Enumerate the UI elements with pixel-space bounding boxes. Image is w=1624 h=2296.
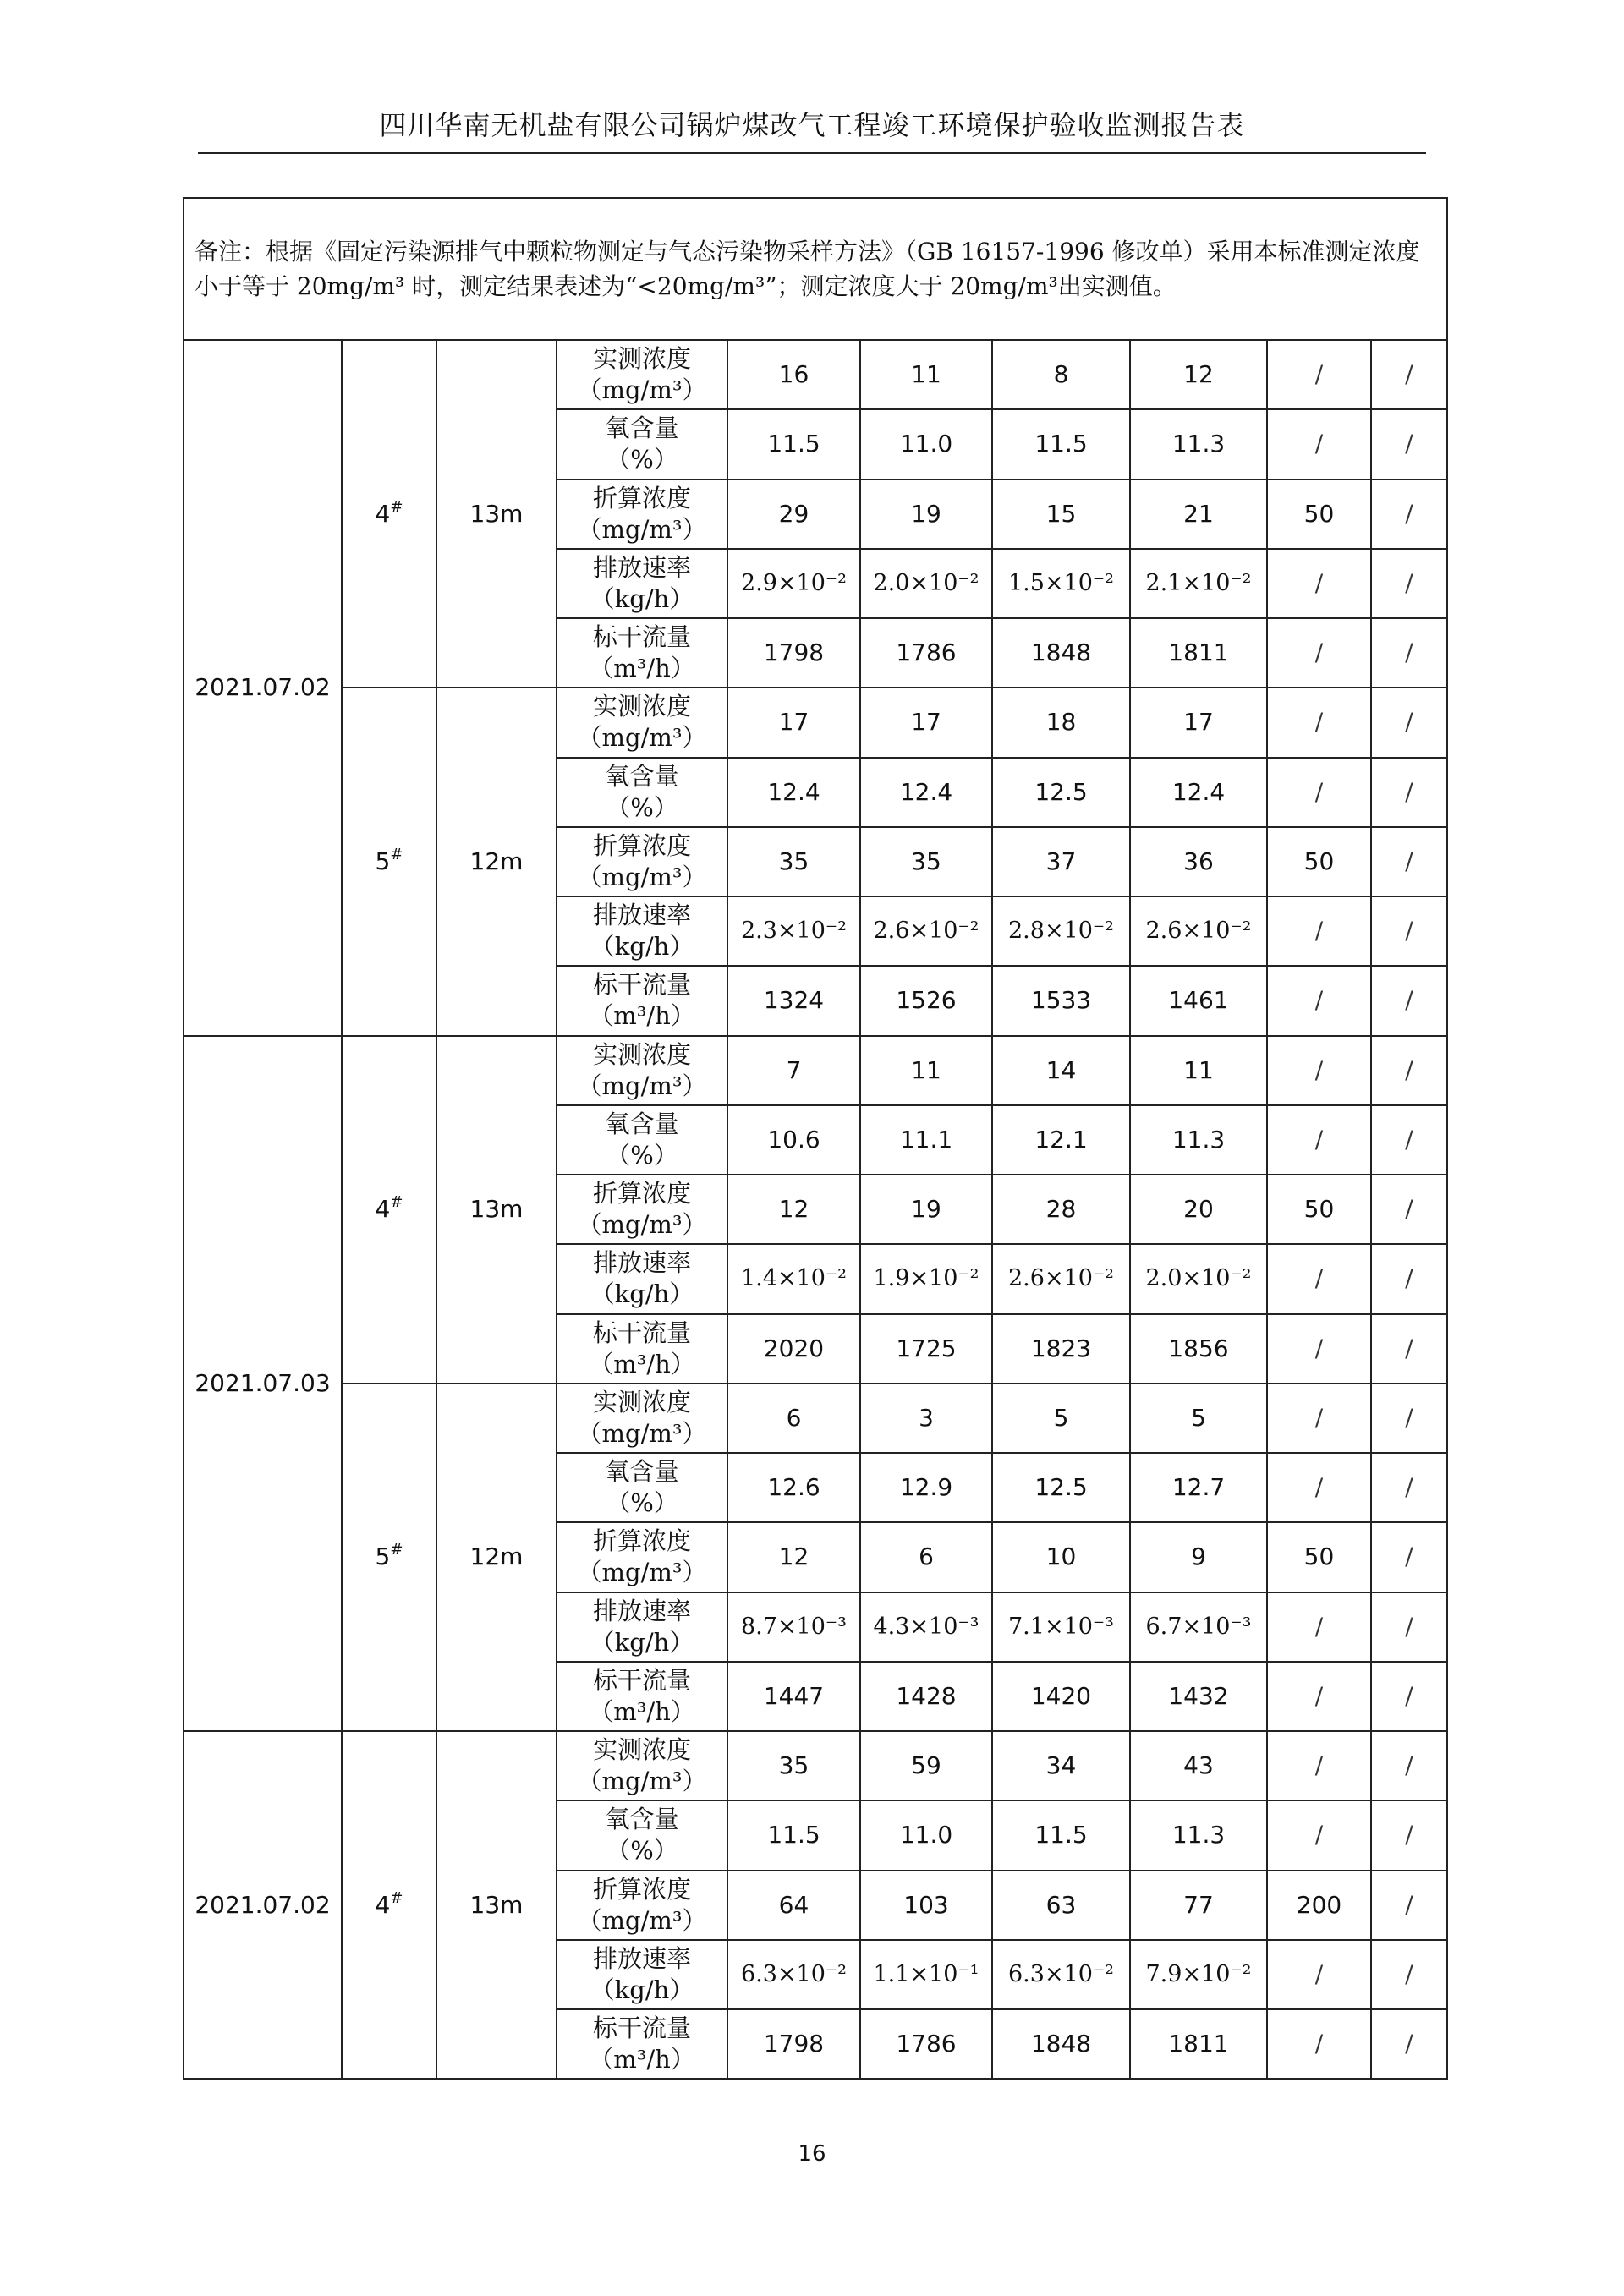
value-cell: 11.3 xyxy=(1130,1105,1267,1175)
table-row xyxy=(184,688,1447,757)
value-cell: 11.3 xyxy=(1130,409,1267,479)
param-unit: （mg/m³） xyxy=(577,1905,707,1935)
param-unit: （mg/m³） xyxy=(577,1210,707,1240)
value-cell: 2020 xyxy=(727,1314,860,1384)
limit-cell: / xyxy=(1267,1731,1371,1800)
value-cell: 28 xyxy=(992,1175,1130,1244)
limit-cell: / xyxy=(1267,1244,1371,1313)
value-cell: 1526 xyxy=(860,966,992,1035)
param-label-cell xyxy=(557,1592,727,1662)
result-cell: / xyxy=(1371,409,1447,479)
result-cell: / xyxy=(1371,1244,1447,1313)
param-unit: （kg/h） xyxy=(590,1975,694,2004)
value-cell: 17 xyxy=(1130,688,1267,757)
value-cell: 11.5 xyxy=(727,1800,860,1870)
limit-cell: 50 xyxy=(1267,1522,1371,1592)
value-cell: 16 xyxy=(727,340,860,409)
limit-cell: 50 xyxy=(1267,827,1371,896)
value-cell: 1447 xyxy=(727,1662,860,1731)
param-unit: （m³/h） xyxy=(589,1696,695,1726)
table-row xyxy=(184,1384,1447,1453)
param-name: 排放速率 xyxy=(592,1248,691,1278)
result-cell: / xyxy=(1371,1105,1447,1175)
limit-cell: / xyxy=(1267,1105,1371,1175)
param-name: 排放速率 xyxy=(592,1943,691,1973)
value-cell: 34 xyxy=(992,1731,1130,1800)
value-cell: 14 xyxy=(992,1036,1130,1105)
limit-cell: / xyxy=(1267,1662,1371,1731)
value-cell: 2.9×10⁻² xyxy=(727,549,860,618)
value-cell: 3 xyxy=(860,1384,992,1453)
param-label-cell xyxy=(557,479,727,549)
value-cell: 1798 xyxy=(727,2009,860,2079)
value-cell: 7.9×10⁻² xyxy=(1130,1940,1267,2009)
param-name: 标干流量 xyxy=(592,2014,691,2043)
result-cell: / xyxy=(1371,688,1447,757)
height-cell: 12m xyxy=(436,688,557,1035)
param-name: 氧含量 xyxy=(605,414,679,443)
value-cell: 12.7 xyxy=(1130,1453,1267,1522)
param-label-cell xyxy=(557,1522,727,1592)
value-cell: 1786 xyxy=(860,2009,992,2079)
value-cell: 5 xyxy=(992,1384,1130,1453)
limit-cell: / xyxy=(1267,618,1371,688)
value-cell: 35 xyxy=(727,1731,860,1800)
param-unit: （kg/h） xyxy=(590,584,694,613)
date-cell: 2021.07.03 xyxy=(184,1036,342,1732)
outlet-cell: 4# xyxy=(342,340,436,688)
date-cell: 2021.07.02 xyxy=(184,340,342,1036)
value-cell: 6 xyxy=(727,1384,860,1453)
value-cell: 8.7×10⁻³ xyxy=(727,1592,860,1662)
limit-cell: / xyxy=(1267,1036,1371,1105)
limit-cell: / xyxy=(1267,409,1371,479)
value-cell: 103 xyxy=(860,1871,992,1940)
outlet-cell: 5# xyxy=(342,688,436,1035)
limit-cell: / xyxy=(1267,896,1371,966)
height-cell: 13m xyxy=(436,1731,557,2079)
note-row xyxy=(184,198,1447,340)
result-cell: / xyxy=(1371,1940,1447,2009)
limit-cell: / xyxy=(1267,688,1371,757)
param-label-cell xyxy=(557,827,727,896)
param-name: 氧含量 xyxy=(605,1109,679,1138)
param-label-cell xyxy=(557,1244,727,1313)
value-cell: 1461 xyxy=(1130,966,1267,1035)
result-cell: / xyxy=(1371,618,1447,688)
outlet-cell: 5# xyxy=(342,1384,436,1731)
param-name: 实测浓度 xyxy=(592,344,691,374)
result-cell: / xyxy=(1371,1036,1447,1105)
value-cell: 1.1×10⁻¹ xyxy=(860,1940,992,2009)
value-cell: 1848 xyxy=(992,618,1130,688)
value-cell: 29 xyxy=(727,479,860,549)
value-cell: 1428 xyxy=(860,1662,992,1731)
value-cell: 63 xyxy=(992,1871,1130,1940)
value-cell: 1.5×10⁻² xyxy=(992,549,1130,618)
param-unit: （m³/h） xyxy=(589,2045,695,2074)
value-cell: 5 xyxy=(1130,1384,1267,1453)
value-cell: 2.0×10⁻² xyxy=(860,549,992,618)
param-label-cell xyxy=(557,1314,727,1384)
param-unit: （m³/h） xyxy=(589,1349,695,1378)
value-cell: 2.6×10⁻² xyxy=(992,1244,1130,1313)
value-cell: 11 xyxy=(860,1036,992,1105)
param-unit: （%） xyxy=(606,1140,678,1170)
value-cell: 1811 xyxy=(1130,2009,1267,2079)
param-label-cell xyxy=(557,549,727,618)
value-cell: 18 xyxy=(992,688,1130,757)
date-cell: 2021.07.02 xyxy=(184,1731,342,2079)
param-unit: （mg/m³） xyxy=(577,723,707,753)
value-cell: 64 xyxy=(727,1871,860,1940)
value-cell: 1823 xyxy=(992,1314,1130,1384)
limit-cell: / xyxy=(1267,1800,1371,1870)
value-cell: 12.1 xyxy=(992,1105,1130,1175)
value-cell: 12 xyxy=(1130,340,1267,409)
table-row xyxy=(184,1731,1447,1800)
param-unit: （mg/m³） xyxy=(577,862,707,891)
param-unit: （mg/m³） xyxy=(577,1071,707,1100)
value-cell: 2.6×10⁻² xyxy=(860,896,992,966)
param-label-cell xyxy=(557,1940,727,2009)
result-cell: / xyxy=(1371,966,1447,1035)
header-divider xyxy=(198,152,1426,154)
limit-cell: 50 xyxy=(1267,479,1371,549)
value-cell: 12.4 xyxy=(860,758,992,827)
param-label-cell xyxy=(557,966,727,1035)
param-unit: （%） xyxy=(606,445,678,474)
value-cell: 6 xyxy=(860,1522,992,1592)
limit-cell: / xyxy=(1267,1592,1371,1662)
table-row xyxy=(184,340,1447,409)
result-cell: / xyxy=(1371,1522,1447,1592)
result-cell: / xyxy=(1371,1731,1447,1800)
value-cell: 6.3×10⁻² xyxy=(727,1940,860,2009)
result-cell: / xyxy=(1371,1592,1447,1662)
value-cell: 12.6 xyxy=(727,1453,860,1522)
value-cell: 1.4×10⁻² xyxy=(727,1244,860,1313)
value-cell: 12.5 xyxy=(992,1453,1130,1522)
value-cell: 7.1×10⁻³ xyxy=(992,1592,1130,1662)
value-cell: 12.4 xyxy=(1130,758,1267,827)
param-label-cell xyxy=(557,1036,727,1105)
value-cell: 11.1 xyxy=(860,1105,992,1175)
param-unit: （mg/m³） xyxy=(577,1418,707,1448)
result-cell: / xyxy=(1371,896,1447,966)
outlet-cell: 4# xyxy=(342,1731,436,2079)
param-unit: （mg/m³） xyxy=(577,1767,707,1796)
param-label-cell xyxy=(557,409,727,479)
limit-cell: / xyxy=(1267,1314,1371,1384)
table-row xyxy=(184,1036,1447,1105)
param-label-cell xyxy=(557,618,727,688)
param-label-cell xyxy=(557,1662,727,1731)
value-cell: 1324 xyxy=(727,966,860,1035)
param-unit: （mg/m³） xyxy=(577,1558,707,1587)
outlet-cell: 4# xyxy=(342,1036,436,1384)
height-cell: 12m xyxy=(436,1384,557,1731)
value-cell: 11.0 xyxy=(860,409,992,479)
value-cell: 1811 xyxy=(1130,618,1267,688)
param-name: 实测浓度 xyxy=(592,1387,691,1417)
result-cell: / xyxy=(1371,1314,1447,1384)
value-cell: 1856 xyxy=(1130,1314,1267,1384)
value-cell: 12 xyxy=(727,1175,860,1244)
value-cell: 11.5 xyxy=(992,1800,1130,1870)
value-cell: 1786 xyxy=(860,618,992,688)
value-cell: 77 xyxy=(1130,1871,1267,1940)
param-label-cell xyxy=(557,758,727,827)
value-cell: 1432 xyxy=(1130,1662,1267,1731)
monitoring-results-table xyxy=(183,197,1448,2080)
note-text: 备注：根据《固定污染源排气中颗粒物测定与气态污染物采样方法》（GB 16157-1996 修改单）采用本标准测定浓度小于等于 20mg/m³ 时，测定结果表述为“<20mg/m³”；测定浓度大于 20mg/m³出实测值。 xyxy=(184,198,1447,340)
value-cell: 11.3 xyxy=(1130,1800,1267,1870)
value-cell: 1725 xyxy=(860,1314,992,1384)
param-unit: （%） xyxy=(606,1488,678,1518)
value-cell: 43 xyxy=(1130,1731,1267,1800)
page-number: 16 xyxy=(798,2141,826,2167)
param-label-cell xyxy=(557,1105,727,1175)
value-cell: 11.0 xyxy=(860,1800,992,1870)
value-cell: 1533 xyxy=(992,966,1130,1035)
limit-cell: / xyxy=(1267,340,1371,409)
param-name: 氧含量 xyxy=(605,1805,679,1834)
param-name: 排放速率 xyxy=(592,1596,691,1625)
value-cell: 59 xyxy=(860,1731,992,1800)
param-label-cell xyxy=(557,2009,727,2079)
param-name: 折算浓度 xyxy=(592,483,691,512)
result-cell: / xyxy=(1371,1175,1447,1244)
value-cell: 6.7×10⁻³ xyxy=(1130,1592,1267,1662)
limit-cell: / xyxy=(1267,549,1371,618)
param-name: 折算浓度 xyxy=(592,1179,691,1208)
value-cell: 12 xyxy=(727,1522,860,1592)
param-label-cell xyxy=(557,1175,727,1244)
height-cell: 13m xyxy=(436,1036,557,1384)
value-cell: 35 xyxy=(860,827,992,896)
value-cell: 4.3×10⁻³ xyxy=(860,1592,992,1662)
param-label-cell xyxy=(557,340,727,409)
result-cell: / xyxy=(1371,758,1447,827)
value-cell: 2.0×10⁻² xyxy=(1130,1244,1267,1313)
param-unit: （kg/h） xyxy=(590,1627,694,1657)
value-cell: 17 xyxy=(860,688,992,757)
param-label-cell xyxy=(557,1453,727,1522)
result-cell: / xyxy=(1371,2009,1447,2079)
value-cell: 11.5 xyxy=(727,409,860,479)
limit-cell: / xyxy=(1267,966,1371,1035)
value-cell: 19 xyxy=(860,479,992,549)
param-name: 实测浓度 xyxy=(592,1735,691,1765)
value-cell: 15 xyxy=(992,479,1130,549)
param-label-cell xyxy=(557,1800,727,1870)
limit-cell: / xyxy=(1267,758,1371,827)
result-cell: / xyxy=(1371,1871,1447,1940)
value-cell: 9 xyxy=(1130,1522,1267,1592)
param-name: 氧含量 xyxy=(605,1457,679,1487)
value-cell: 12.4 xyxy=(727,758,860,827)
result-cell: / xyxy=(1371,1662,1447,1731)
param-unit: （mg/m³） xyxy=(577,514,707,544)
limit-cell: / xyxy=(1267,2009,1371,2079)
value-cell: 1.9×10⁻² xyxy=(860,1244,992,1313)
param-unit: （%） xyxy=(606,1836,678,1866)
value-cell: 20 xyxy=(1130,1175,1267,1244)
param-name: 排放速率 xyxy=(592,552,691,582)
param-label-cell xyxy=(557,1871,727,1940)
value-cell: 8 xyxy=(992,340,1130,409)
limit-cell: / xyxy=(1267,1453,1371,1522)
param-label-cell xyxy=(557,1731,727,1800)
param-unit: （mg/m³） xyxy=(577,375,707,405)
param-label-cell xyxy=(557,896,727,966)
param-unit: （kg/h） xyxy=(590,932,694,962)
result-cell: / xyxy=(1371,479,1447,549)
value-cell: 11 xyxy=(860,340,992,409)
value-cell: 7 xyxy=(727,1036,860,1105)
param-name: 标干流量 xyxy=(592,622,691,652)
value-cell: 1848 xyxy=(992,2009,1130,2079)
height-cell: 13m xyxy=(436,340,557,688)
param-name: 排放速率 xyxy=(592,901,691,930)
param-name: 标干流量 xyxy=(592,1318,691,1347)
param-unit: （kg/h） xyxy=(590,1280,694,1309)
param-unit: （%） xyxy=(606,792,678,822)
value-cell: 36 xyxy=(1130,827,1267,896)
param-unit: （m³/h） xyxy=(589,654,695,683)
param-name: 折算浓度 xyxy=(592,1526,691,1556)
param-name: 折算浓度 xyxy=(592,1874,691,1904)
page-header-title: 四川华南无机盐有限公司锅炉煤改气工程竣工环境保护验收监测报告表 xyxy=(379,109,1245,141)
value-cell: 6.3×10⁻² xyxy=(992,1940,1130,2009)
value-cell: 1798 xyxy=(727,618,860,688)
limit-cell: / xyxy=(1267,1940,1371,2009)
result-cell: / xyxy=(1371,1384,1447,1453)
value-cell: 37 xyxy=(992,827,1130,896)
param-unit: （m³/h） xyxy=(589,1001,695,1031)
value-cell: 2.1×10⁻² xyxy=(1130,549,1267,618)
value-cell: 2.8×10⁻² xyxy=(992,896,1130,966)
value-cell: 11 xyxy=(1130,1036,1267,1105)
value-cell: 12.9 xyxy=(860,1453,992,1522)
limit-cell: / xyxy=(1267,1384,1371,1453)
result-cell: / xyxy=(1371,1453,1447,1522)
result-cell: / xyxy=(1371,827,1447,896)
param-name: 实测浓度 xyxy=(592,692,691,721)
value-cell: 17 xyxy=(727,688,860,757)
param-name: 标干流量 xyxy=(592,970,691,1000)
value-cell: 2.6×10⁻² xyxy=(1130,896,1267,966)
value-cell: 2.3×10⁻² xyxy=(727,896,860,966)
param-name: 标干流量 xyxy=(592,1665,691,1695)
limit-cell: 50 xyxy=(1267,1175,1371,1244)
value-cell: 12.5 xyxy=(992,758,1130,827)
value-cell: 19 xyxy=(860,1175,992,1244)
limit-cell: 200 xyxy=(1267,1871,1371,1940)
value-cell: 10 xyxy=(992,1522,1130,1592)
result-cell: / xyxy=(1371,549,1447,618)
param-name: 折算浓度 xyxy=(592,830,691,860)
param-label-cell xyxy=(557,1384,727,1453)
value-cell: 11.5 xyxy=(992,409,1130,479)
param-name: 氧含量 xyxy=(605,761,679,791)
param-name: 实测浓度 xyxy=(592,1039,691,1069)
value-cell: 35 xyxy=(727,827,860,896)
result-cell: / xyxy=(1371,340,1447,409)
value-cell: 1420 xyxy=(992,1662,1130,1731)
result-cell: / xyxy=(1371,1800,1447,1870)
value-cell: 21 xyxy=(1130,479,1267,549)
value-cell: 10.6 xyxy=(727,1105,860,1175)
param-label-cell xyxy=(557,688,727,757)
